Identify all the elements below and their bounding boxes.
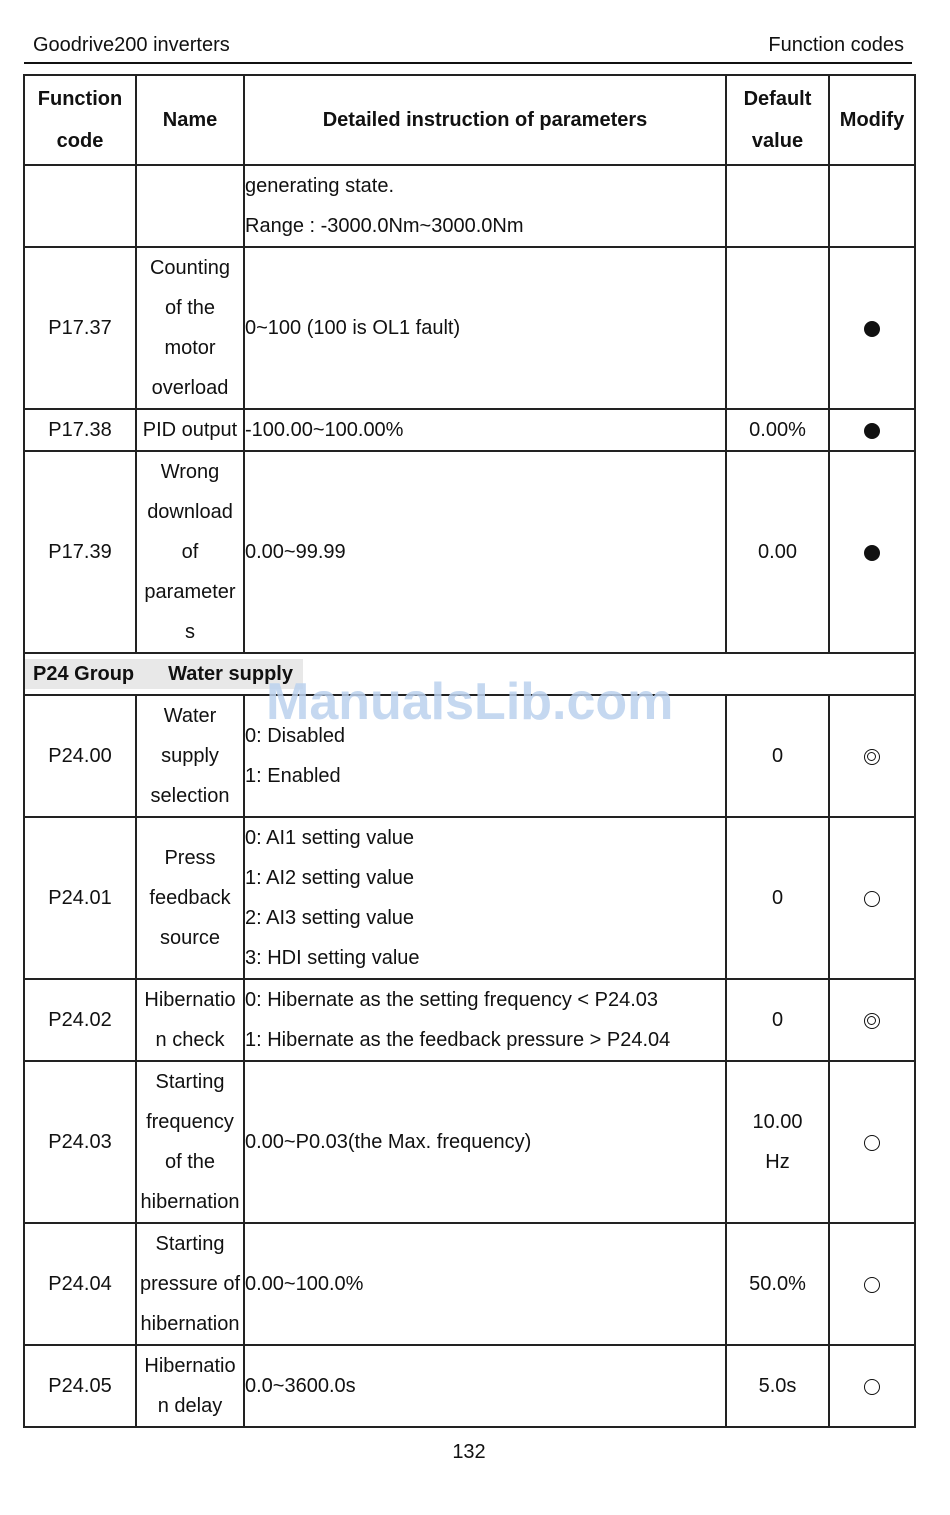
parameter-name-line: parameter	[144, 581, 236, 603]
table-header-row	[24, 75, 915, 165]
parameter-description-line: Range : -3000.0Nm~3000.0Nm	[245, 215, 524, 237]
parameter-name-line: of the	[164, 1151, 216, 1173]
circle-icon	[864, 1379, 880, 1395]
parameter-description-line: 0.00~100.0%	[245, 1273, 364, 1295]
modify-cell	[829, 1345, 915, 1427]
parameter-description	[244, 1223, 726, 1345]
parameter-name-line: Hibernatio	[144, 989, 236, 1011]
table-row	[24, 451, 915, 653]
modify-cell	[829, 979, 915, 1061]
parameter-description	[244, 1061, 726, 1223]
function-code: P24.01	[24, 817, 136, 979]
default-value	[726, 979, 829, 1061]
parameter-description-line: 3: HDI setting value	[245, 947, 420, 969]
parameter-name-line: Hibernatio	[144, 1355, 236, 1377]
parameter-name	[136, 1061, 244, 1223]
table-row	[24, 165, 915, 247]
table-row	[24, 409, 915, 451]
parameter-table	[23, 74, 916, 1428]
default-value	[726, 695, 829, 817]
watermark: ManualsLib.com	[266, 673, 674, 731]
parameter-description-line: generating state.	[245, 175, 394, 197]
parameter-name-line: frequency	[146, 1111, 234, 1133]
default-value	[726, 409, 829, 451]
default-value-line: 0	[771, 887, 784, 909]
filled-circle-icon	[864, 545, 880, 561]
parameter-description-line: 0~100 (100 is OL1 fault)	[245, 317, 461, 339]
function-code: P24.03	[24, 1061, 136, 1223]
parameter-description-line: 0.00~P0.03(the Max. frequency)	[245, 1131, 532, 1153]
parameter-description-line: 0: AI1 setting value	[245, 827, 415, 849]
default-value-line: 50.0%	[749, 1273, 806, 1295]
header-title: Goodrive200 inverters	[33, 34, 230, 56]
rows-p17	[24, 165, 915, 653]
parameter-name	[136, 1223, 244, 1345]
col-header-name: Name	[136, 75, 244, 165]
table-row	[24, 695, 915, 817]
group-label	[25, 659, 303, 689]
default-value-line: Hz	[765, 1151, 790, 1173]
parameter-name	[136, 247, 244, 409]
function-code: P17.37	[24, 247, 136, 409]
parameter-description	[244, 409, 726, 451]
circle-icon	[864, 1277, 880, 1293]
double-circle-icon	[864, 749, 880, 765]
function-code: P24.05	[24, 1345, 136, 1427]
parameter-name-line: motor	[164, 337, 216, 359]
parameter-name-line: Starting	[155, 1233, 225, 1255]
parameter-name	[136, 409, 244, 451]
table-row	[24, 1223, 915, 1345]
parameter-name-line: of	[181, 541, 199, 563]
parameter-name-line: PID output	[142, 419, 238, 441]
group-row	[24, 653, 915, 695]
parameter-description-line: 2: AI3 setting value	[245, 907, 415, 929]
parameter-description-line: 0: Disabled	[245, 725, 346, 747]
parameter-name-line: overload	[151, 377, 229, 399]
default-value-line: 0.00	[758, 541, 797, 563]
parameter-description-line: 1: AI2 setting value	[245, 867, 415, 889]
table-row	[24, 247, 915, 409]
modify-cell	[829, 451, 915, 653]
parameter-description-line: 0.00~99.99	[245, 541, 346, 563]
double-circle-icon	[864, 1013, 880, 1029]
parameter-name-line: Counting	[149, 257, 231, 279]
function-code	[24, 165, 136, 247]
default-value	[726, 1223, 829, 1345]
parameter-name-line: n check	[155, 1029, 225, 1051]
default-value	[726, 1061, 829, 1223]
parameter-name-line: n delay	[157, 1395, 223, 1417]
table-row	[24, 817, 915, 979]
parameter-description	[244, 695, 726, 817]
default-value	[726, 1345, 829, 1427]
header-section: Function codes	[768, 34, 904, 56]
header-divider	[24, 62, 912, 64]
col-header-desc: Detailed instruction of parameters	[244, 75, 726, 165]
parameter-name-line: feedback	[149, 887, 231, 909]
rows-p24	[24, 695, 915, 1427]
parameter-description	[244, 1345, 726, 1427]
default-value	[726, 451, 829, 653]
table-row	[24, 979, 915, 1061]
function-code: P24.02	[24, 979, 136, 1061]
parameter-description-line: 1: Hibernate as the feedback pressure > P24.04	[245, 1029, 671, 1051]
default-value	[726, 165, 829, 247]
default-value-line: 0	[771, 745, 784, 767]
default-value-line: 0	[771, 1009, 784, 1031]
parameter-name-line: Press	[164, 847, 216, 869]
function-code: P17.38	[24, 409, 136, 451]
modify-cell	[829, 1061, 915, 1223]
modify-cell	[829, 247, 915, 409]
parameter-description	[244, 165, 726, 247]
parameter-name	[136, 695, 244, 817]
parameter-name-line: selection	[150, 785, 230, 807]
parameter-name	[136, 165, 244, 247]
page-number: 132	[452, 1441, 486, 1463]
table-row	[24, 1345, 915, 1427]
parameter-name-line: of the	[164, 297, 216, 319]
parameter-description-line: 0.0~3600.0s	[245, 1375, 356, 1397]
modify-cell	[829, 409, 915, 451]
table-row	[24, 1061, 915, 1223]
parameter-name	[136, 817, 244, 979]
circle-icon	[864, 1135, 880, 1151]
circle-icon	[864, 891, 880, 907]
default-value	[726, 247, 829, 409]
parameter-name-line: hibernation	[140, 1191, 240, 1213]
parameter-name	[136, 1345, 244, 1427]
function-code: P24.04	[24, 1223, 136, 1345]
parameter-name-line: supply	[161, 745, 219, 767]
parameter-name-line: Wrong	[160, 461, 220, 483]
parameter-name-line: source	[159, 927, 221, 949]
parameter-description-line: 1: Enabled	[245, 765, 341, 787]
modify-cell	[829, 1223, 915, 1345]
modify-cell	[829, 165, 915, 247]
parameter-name-line: Water	[163, 705, 217, 727]
group-code: P24 Group	[33, 663, 135, 685]
group-cell	[24, 653, 915, 695]
function-code: P24.00	[24, 695, 136, 817]
parameter-name	[136, 979, 244, 1061]
parameter-description	[244, 979, 726, 1061]
parameter-description	[244, 451, 726, 653]
filled-circle-icon	[864, 321, 880, 337]
col-header-code: Function code	[24, 75, 136, 165]
default-value-line: 10.00	[752, 1111, 803, 1133]
modify-cell	[829, 817, 915, 979]
default-value-line: 0.00%	[749, 419, 806, 441]
parameter-name-line: Starting	[155, 1071, 225, 1093]
parameter-name-line: download	[147, 501, 233, 523]
parameter-name-line: hibernation	[140, 1313, 240, 1335]
parameter-description-line: 0: Hibernate as the setting frequency < P24.03	[245, 989, 659, 1011]
parameter-description	[244, 817, 726, 979]
parameter-name-line: pressure of	[139, 1273, 241, 1295]
function-code: P17.39	[24, 451, 136, 653]
modify-cell	[829, 695, 915, 817]
col-header-modify: Modify	[829, 75, 915, 165]
parameter-name-line: s	[185, 621, 195, 643]
default-value	[726, 817, 829, 979]
parameter-description-line: -100.00~100.00%	[245, 419, 404, 441]
default-value-line: 5.0s	[758, 1375, 797, 1397]
filled-circle-icon	[864, 423, 880, 439]
parameter-description	[244, 247, 726, 409]
group-title: Water supply	[168, 663, 293, 685]
parameter-name	[136, 451, 244, 653]
col-header-default: Default value	[726, 75, 829, 165]
